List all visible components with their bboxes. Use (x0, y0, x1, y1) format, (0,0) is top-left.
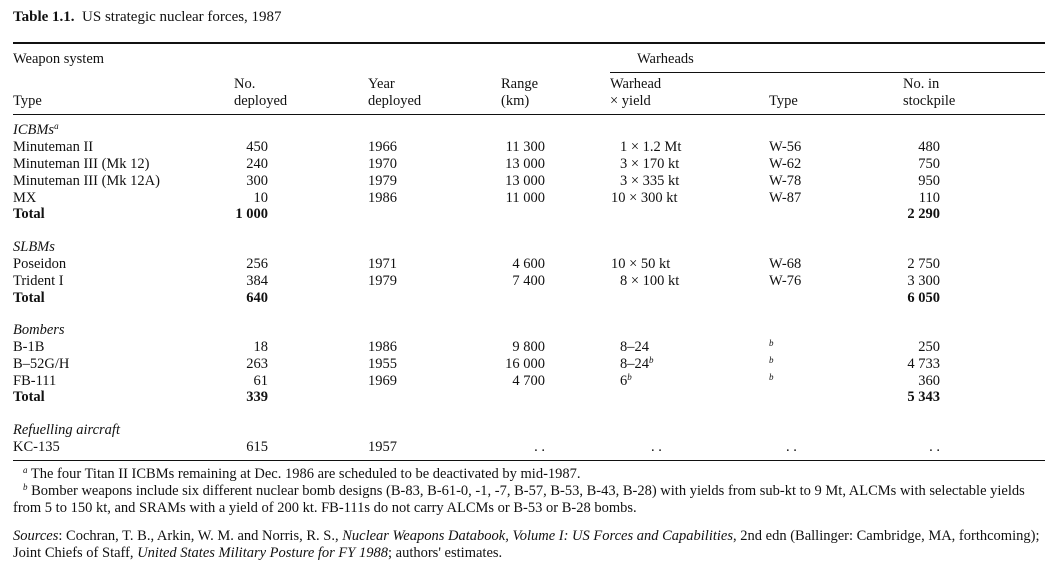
row-stockpile: 750 (918, 156, 940, 172)
row-type: FB-111 (13, 373, 57, 389)
sources-text: ; authors' estimates. (387, 545, 503, 561)
footnote-mark-a: a (23, 465, 28, 475)
row-stockpile: 950 (918, 173, 940, 189)
table-caption (13, 9, 282, 26)
total-stockpile: 6 050 (907, 290, 940, 306)
total-deployed: 1 000 (235, 206, 268, 222)
total-label: Total (13, 206, 45, 222)
warhead-type-header: Type (769, 93, 798, 109)
row-warhead-type (769, 373, 774, 390)
row-stockpile: 360 (918, 373, 940, 389)
row-warhead-yield (620, 373, 632, 390)
sources-report-title: United States Military Posture for FY 1988 (137, 545, 388, 561)
row-warhead-type (769, 339, 774, 356)
group-label-bombers: Bombers (13, 322, 65, 338)
row-type: KC-135 (13, 439, 60, 455)
footnote-mark-b: b (769, 338, 774, 348)
row-range: 13 000 (505, 173, 545, 189)
row-stockpile: 250 (918, 339, 940, 355)
row-stockpile: 3 300 (907, 273, 940, 289)
group-label-refuelling: Refuelling aircraft (13, 422, 120, 438)
row-stockpile: 110 (918, 190, 940, 206)
type-header: Type (13, 93, 42, 109)
no-deployed-header-1: No. (234, 76, 256, 92)
row-year: 1979 (368, 173, 397, 189)
table-label: Table 1.1. (13, 9, 75, 25)
stockpile-header-2: stockpile (903, 93, 956, 109)
row-warhead-yield: 1 × 1.2 Mt (620, 139, 682, 155)
row-stockpile: 2 750 (907, 256, 940, 272)
row-type: Minuteman II (13, 139, 94, 155)
sources-book-title: Nuclear Weapons Databook, Volume I: US Forces and Capabilities (342, 528, 734, 544)
footnote-mark-b: b (769, 355, 774, 365)
row-year: 1979 (368, 273, 397, 289)
group-name-icbm: ICBMs (13, 122, 55, 138)
footnote-mark-b: b (649, 355, 654, 365)
total-stockpile: 5 343 (907, 389, 940, 405)
total-deployed: 339 (246, 389, 268, 405)
row-deployed: 240 (246, 156, 268, 172)
row-stockpile: . . (929, 439, 940, 455)
row-range: 11 000 (505, 190, 545, 206)
row-warhead-yield: . . (651, 439, 662, 455)
row-type: MX (13, 190, 37, 206)
stockpile-header-1: No. in (903, 76, 940, 92)
footnote-mark-b: b (23, 482, 28, 492)
group-label-icbm (13, 122, 59, 139)
footnote-a (13, 466, 1045, 483)
sources-note: Sources: Cochran, T. B., Arkin, W. M. and Norris, R. S., Nuclear Weapons Databook, Volume I: US Forces and Capabilities, 2nd edn (Ballinger: Cambridge, MA, forthcoming); Joint Chiefs of Staff, United States Military Posture for FY 1988; authors' estimates. (13, 528, 1040, 561)
no-deployed-header-2: deployed (234, 93, 288, 109)
sources-text: , 2nd edn (Ballinger: Cambridge, MA, forthcoming); Joint Chiefs of Staff, (13, 528, 1040, 561)
top-rule (13, 42, 1045, 44)
row-type: Minuteman III (Mk 12A) (13, 173, 160, 189)
total-label: Total (13, 389, 45, 405)
row-range: 11 300 (505, 139, 545, 155)
row-type: Minuteman III (Mk 12) (13, 156, 150, 172)
row-warhead-type (769, 356, 774, 373)
warhead-yield-header-1: Warhead (610, 76, 662, 92)
row-range: 9 800 (512, 339, 545, 355)
footnote-mark-a: a (54, 121, 59, 131)
footnote-mark-b: b (627, 372, 632, 382)
row-warhead-yield: 3 × 335 kt (620, 173, 680, 189)
year-header-1: Year (368, 76, 395, 92)
row-warhead-type: W-56 (769, 139, 802, 155)
row-deployed: 263 (246, 356, 268, 372)
row-range: 4 600 (512, 256, 545, 272)
range-header-2: (km) (501, 93, 530, 109)
sources-label: Sources (13, 528, 59, 544)
row-warhead-yield: 8 × 100 kt (620, 273, 680, 289)
row-deployed: 450 (246, 139, 268, 155)
row-year: 1970 (368, 156, 397, 172)
row-warhead-yield: 8–24 (620, 339, 649, 355)
row-warhead-yield: 3 × 170 kt (620, 156, 680, 172)
row-deployed: 18 (253, 339, 268, 355)
row-deployed: 615 (246, 439, 268, 455)
warhead-yield-value: 6 (620, 373, 628, 389)
total-label: Total (13, 290, 45, 306)
row-range: . . (534, 439, 545, 455)
bottom-rule (13, 460, 1045, 461)
row-warhead-type: W-62 (769, 156, 802, 172)
row-stockpile: 480 (918, 139, 940, 155)
warheads-header: Warheads (637, 51, 694, 67)
row-warhead-type: W-68 (769, 256, 802, 272)
row-year: 1957 (368, 439, 397, 455)
row-year: 1955 (368, 356, 397, 372)
row-warhead-type: . . (786, 439, 797, 455)
row-year: 1966 (368, 139, 397, 155)
footnote-mark-b: b (769, 372, 774, 382)
row-year: 1969 (368, 373, 397, 389)
footnote-b-text: Bomber weapons include six different nuclear bomb designs (B-83, B-61-0, -1, -7, B-57, B-53, B-43, B-28) with yields from sub-kt to 9 Mt, ALCMs with selectable yields from 5 to 150 kt, and SRAMs with a yield of 200 kt. FB-111s do not carry ALCMs or B-53 or B-28 bombs. (13, 483, 1025, 516)
row-stockpile: 4 733 (907, 356, 940, 372)
footnote-a-text: The four Titan II ICBMs remaining at Dec. 1986 are scheduled to be deactivated by mid-1987. (30, 466, 581, 482)
row-deployed: 10 (253, 190, 268, 206)
row-range: 4 700 (512, 373, 545, 389)
row-type: B-1B (13, 339, 45, 355)
warhead-yield-value: 8–24 (620, 356, 649, 372)
row-warhead-yield: 10 × 300 kt (611, 190, 678, 206)
group-label-slbm: SLBMs (13, 239, 55, 255)
row-range: 7 400 (512, 273, 545, 289)
year-header-2: deployed (368, 93, 422, 109)
row-range: 16 000 (505, 356, 545, 372)
row-type: Trident I (13, 273, 64, 289)
footnote-b (13, 483, 1045, 517)
row-range: 13 000 (505, 156, 545, 172)
row-deployed: 384 (246, 273, 268, 289)
row-year: 1986 (368, 190, 397, 206)
row-type: Poseidon (13, 256, 67, 272)
warhead-yield-header-2: × yield (610, 93, 651, 109)
table-title: US strategic nuclear forces, 1987 (82, 9, 282, 25)
warheads-rule (610, 72, 1045, 73)
row-warhead-yield (620, 356, 654, 373)
row-warhead-type: W-76 (769, 273, 802, 289)
row-deployed: 256 (246, 256, 268, 272)
range-header-1: Range (501, 76, 539, 92)
total-deployed: 640 (246, 290, 268, 306)
weapon-system-header: Weapon system (13, 51, 105, 67)
row-year: 1971 (368, 256, 397, 272)
row-warhead-type: W-78 (769, 173, 802, 189)
total-stockpile: 2 290 (907, 206, 940, 222)
row-deployed: 300 (246, 173, 268, 189)
row-year: 1986 (368, 339, 397, 355)
row-warhead-yield: 10 × 50 kt (611, 256, 671, 272)
row-type: B–52G/H (13, 356, 70, 372)
row-deployed: 61 (253, 373, 268, 389)
header-rule (13, 114, 1045, 115)
row-warhead-type: W-87 (769, 190, 802, 206)
sources-text: Cochran, T. B., Arkin, W. M. and Norris, R. S., (66, 528, 343, 544)
